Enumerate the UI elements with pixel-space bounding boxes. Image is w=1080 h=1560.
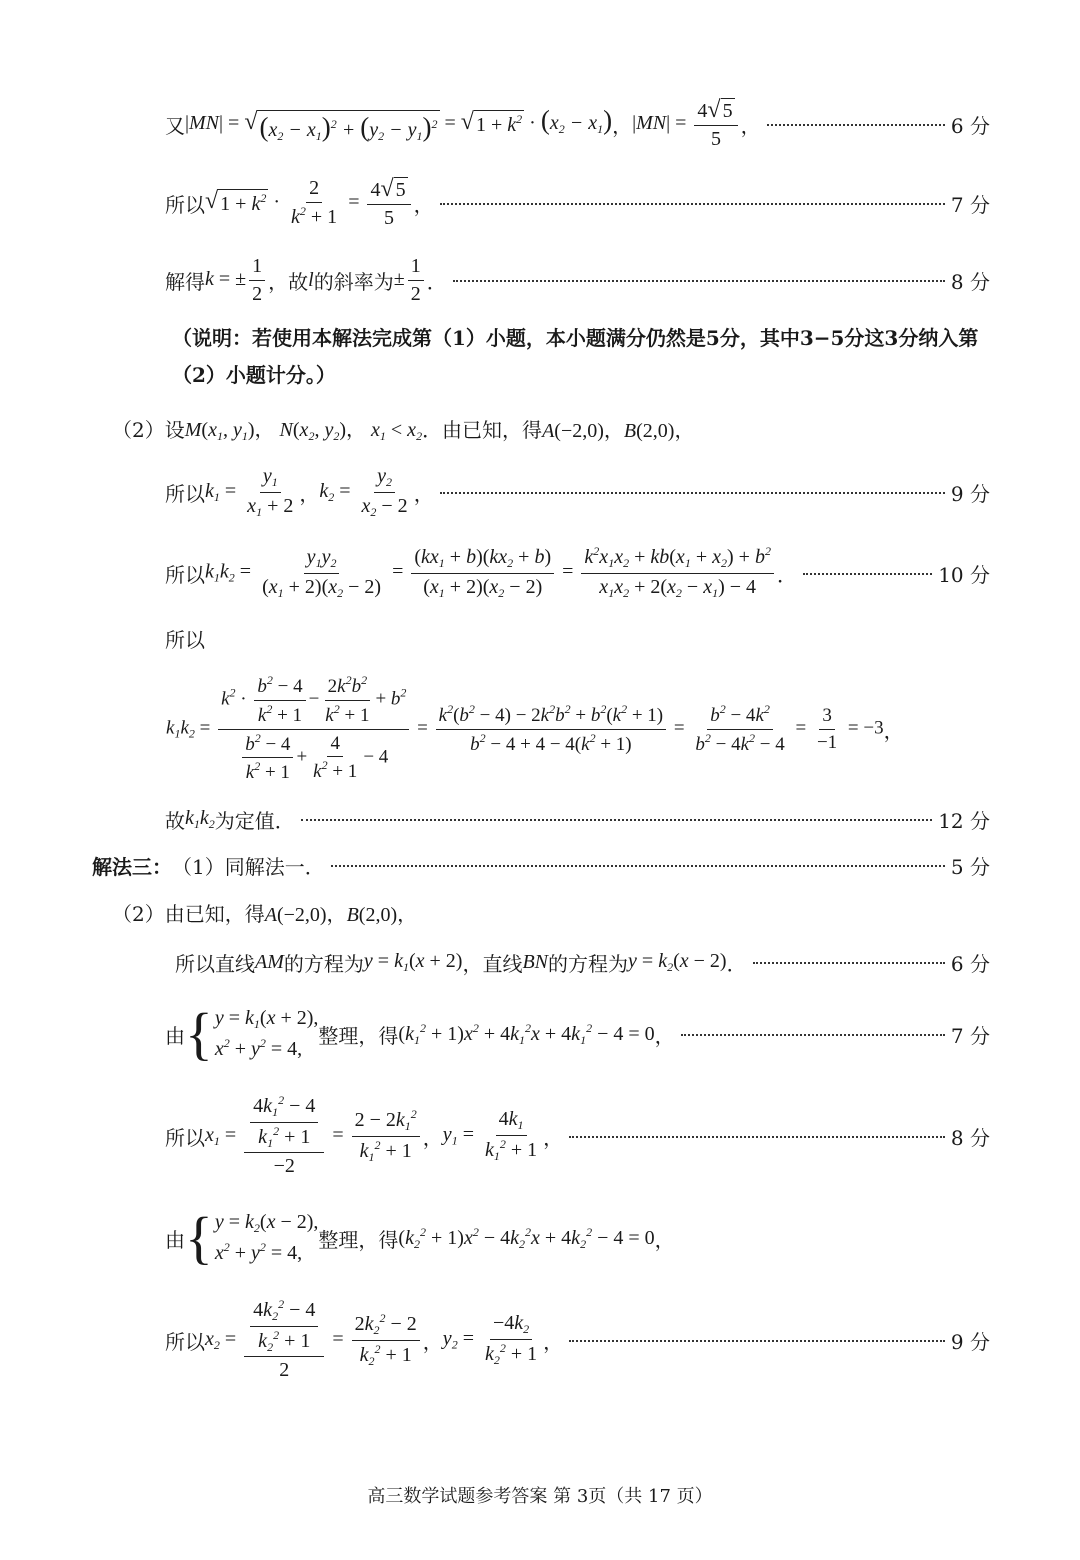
line-lines-am-bn [175,944,990,980]
text: 整理，得 [318,1023,399,1048]
leader-dots [440,201,945,205]
text: ， [413,192,434,217]
leader-dots [440,490,945,494]
math-equation: √ $1 + k^2$ · $\frac{2}{k^2 + 1}$ = 4 √ 5 5 [205,177,414,230]
math-l: l [308,268,314,291]
text: ， [674,417,695,442]
math-quadratic-2: $(k_2^2 + 1)x^2 - 4k_2^2x + 4k_2^2 - 4 = 0$ [398,1224,655,1251]
line-constant [165,802,990,836]
text: ． [426,269,447,294]
score: 6 分 [950,951,990,976]
line-x2-y2: 所以 $x_2$ = $\frac{\frac{4k_2^2 - 4}{k_2^2 + 1}}{2}$ = $\frac{2k_2^2 - 2}{k_2^2 + 1}$ ， $y_2$ = $\frac{-4k_2}{k_2^2 + 1}$ ， 9 分 [165,1296,990,1382]
text: 所以 [165,1329,205,1354]
score: 10 分 [938,562,990,587]
text: 所以 [165,481,205,506]
leader-dots [681,1032,945,1036]
math-k2: $k_2$ = $\frac{y_2}{x_2 - 2}$ [319,464,408,519]
text: ， [543,1125,564,1150]
line-known-ab [112,894,990,930]
math-ab: A(−2,0)，B(2,0) [264,903,398,926]
math-mn-value: |MN| = 4 √ 5 5 [632,98,740,151]
score: 9 分 [950,1329,990,1354]
text: ， [543,1329,564,1354]
text: 解得 [165,269,205,294]
line-system-1 [165,996,990,1072]
math-slope: ± $\frac{1}{2}$ [394,255,427,306]
text: 所以 [165,192,205,217]
leader-dots [453,278,945,282]
text: ． [726,951,747,976]
leader-dots [753,960,945,964]
text: ， [612,113,633,138]
text: ， [397,901,418,926]
text: （2）设 [112,417,185,442]
line-equation-k [165,172,990,234]
line-big-fraction [166,670,990,788]
math-product: $k_1k_2$ = $\frac{y_1y_2}{(x_1 + 2)(x_2 - 2)}$ = $\frac{(kx_1 + b)(kx_2 + b)}{(x_1 + 2)(x_2 - 2)}$ = $\frac{k^2x_1x_2 + kb(x_1 + x_2) + b^2}{x_1x_2 + 2(x_2 - x_1) - 4}$ [205,545,777,601]
math-system-1: { $y = k_1(x + 2)$, $x^2 + y^2 = 4$, [185,1000,319,1066]
page-footer: 高三数学试题参考答案 第 3页（共 17 页） [367,1486,713,1507]
text: 整理，得 [318,1227,399,1252]
line-mn-length [165,96,990,152]
math-mn-formula: |MN| = √ $(x_2 - x_1)^2 + (y_2 - y_1)^2$ = √ $1 + k^2$ · $(x_2 - x_1)$ [185,104,613,143]
text: ，故 [268,269,309,294]
math-y1: $y_1$ = $\frac{4k_1}{k_1^2 + 1}$ [442,1108,538,1163]
math-points: $M(x_1$, $y_1$)， $N(x_2$, $y_2$)， $x_1 < x_2$ [184,418,423,443]
line-solve-k [165,250,990,310]
leader-dots [331,863,945,867]
math-k1: $k_1$ = $\frac{y_1}{x_1 + 2}$ [205,464,294,519]
line-setup [112,408,990,448]
scoring-note [92,320,990,394]
leader-dots [569,1134,945,1138]
line-therefore [165,622,990,654]
line-method-three [92,848,990,882]
math-am-eq: $y = k_1(x + 2)$ [363,949,463,974]
text: 又 [165,113,185,138]
text: 的方程为 [283,951,364,976]
math-bn: BN [522,950,549,973]
score: 9 分 [950,481,990,506]
line-system-2 [165,1200,990,1276]
math-x1: $x_1$ = $\frac{\frac{4k_1^2 - 4}{k_1^2 + 1}}{-2}$ = $\frac{2 - 2k_1^2}{k_1^2 + 1}$ [205,1094,423,1179]
math-y2: $y_2$ = $\frac{-4k_2}{k_2^2 + 1}$ [442,1312,538,1367]
text: 的斜率为 [313,269,394,294]
text: ， [654,1023,675,1048]
text: ， [740,113,761,138]
leader-dots [803,571,932,575]
text: （2）由已知，得 [112,901,265,926]
text: （1）同解法一． [172,854,325,879]
text: ， [413,481,434,506]
score: 7 分 [950,1023,990,1048]
text: 所以直线 [175,951,255,976]
text: ，直线 [462,951,523,976]
text: 所以 [165,1125,205,1150]
text: 所以 [165,562,205,587]
text: 为定值． [214,808,295,833]
math-big-fraction: $k_1k_2$ = $k^2$ · $\frac{b^2 - 4}{k^2 + 1}$ − $\frac{2k^2b^2}{k^2 + 1}$ + $b^2$ $\frac{b^2 - 4}{k^2 + 1}$ + $\frac{4}{k^2 + 1}$ − 4 = $\frac{k^2(b^2 - 4) - 2k^2b^2 + b^2(k^2 + 1)}{b^2 - 4 + 4 - 4(k^2 + 1)}$ = $\frac{b^2 - 4k^2}{b^2 - 4k^2 - 4}$ = $\frac{3}{-1}$ = −3 [166,672,884,784]
text: 故 [165,808,185,833]
math-bn-eq: $y = k_2(x - 2)$ [628,949,727,974]
line-slopes: 所以 $k_1$ = $\frac{y_1}{x_1 + 2}$ ， $k_2$ = $\frac{y_2}{x_2 - 2}$ ， 9 分 [165,464,990,519]
method-heading: 解法三： [92,854,172,879]
math-quadratic-1: $(k_1^2 + 1)x^2 + 4k_1^2x + 4k_1^2 - 4 = 0$ [398,1020,655,1047]
text: ．由已知，得 [422,417,543,442]
text: 所以 [165,627,205,652]
leader-dots [569,1338,945,1342]
line-x1-y1: 所以 $x_1$ = $\frac{\frac{4k_1^2 - 4}{k_1^2 + 1}}{-2}$ = $\frac{2 - 2k_1^2}{k_1^2 + 1}$ ， $y_1$ = $\frac{4k_1}{k_1^2 + 1}$ ， 8 分 [165,1092,990,1178]
text: ， [654,1227,675,1252]
text: 的方程为 [548,951,629,976]
score: 12 分 [938,808,990,833]
text: 由 [165,1227,185,1252]
score: 5 分 [950,854,990,879]
note-text: （说明：若使用本解法完成第（1）小题，本小题满分仍然是5分，其中3−5分这3分纳入第（2）小题计分。） [172,326,979,387]
score: 6 分 [950,113,990,138]
score: 8 分 [950,1125,990,1150]
math-am: AM [255,950,284,973]
leader-dots [301,817,932,821]
score: 8 分 [950,269,990,294]
score: 7 分 [950,192,990,217]
text: 由 [165,1023,185,1048]
math-k1k2: $k_1k_2$ [185,806,215,831]
leader-dots [767,122,945,126]
math-x2: $x_2$ = $\frac{\frac{4k_2^2 - 4}{k_2^2 + 1}}{2}$ = $\frac{2k_2^2 - 2}{k_2^2 + 1}$ [205,1298,423,1383]
math-system-2: { $y = k_2(x - 2)$, $x^2 + y^2 = 4$, [185,1204,319,1270]
line-product [165,540,990,606]
text: ． [776,562,797,587]
text: ， [883,718,904,743]
math-k-value: k = ± $\frac{1}{2}$ [205,255,268,306]
math-ab: A(−2,0)，B(2,0) [542,419,675,442]
